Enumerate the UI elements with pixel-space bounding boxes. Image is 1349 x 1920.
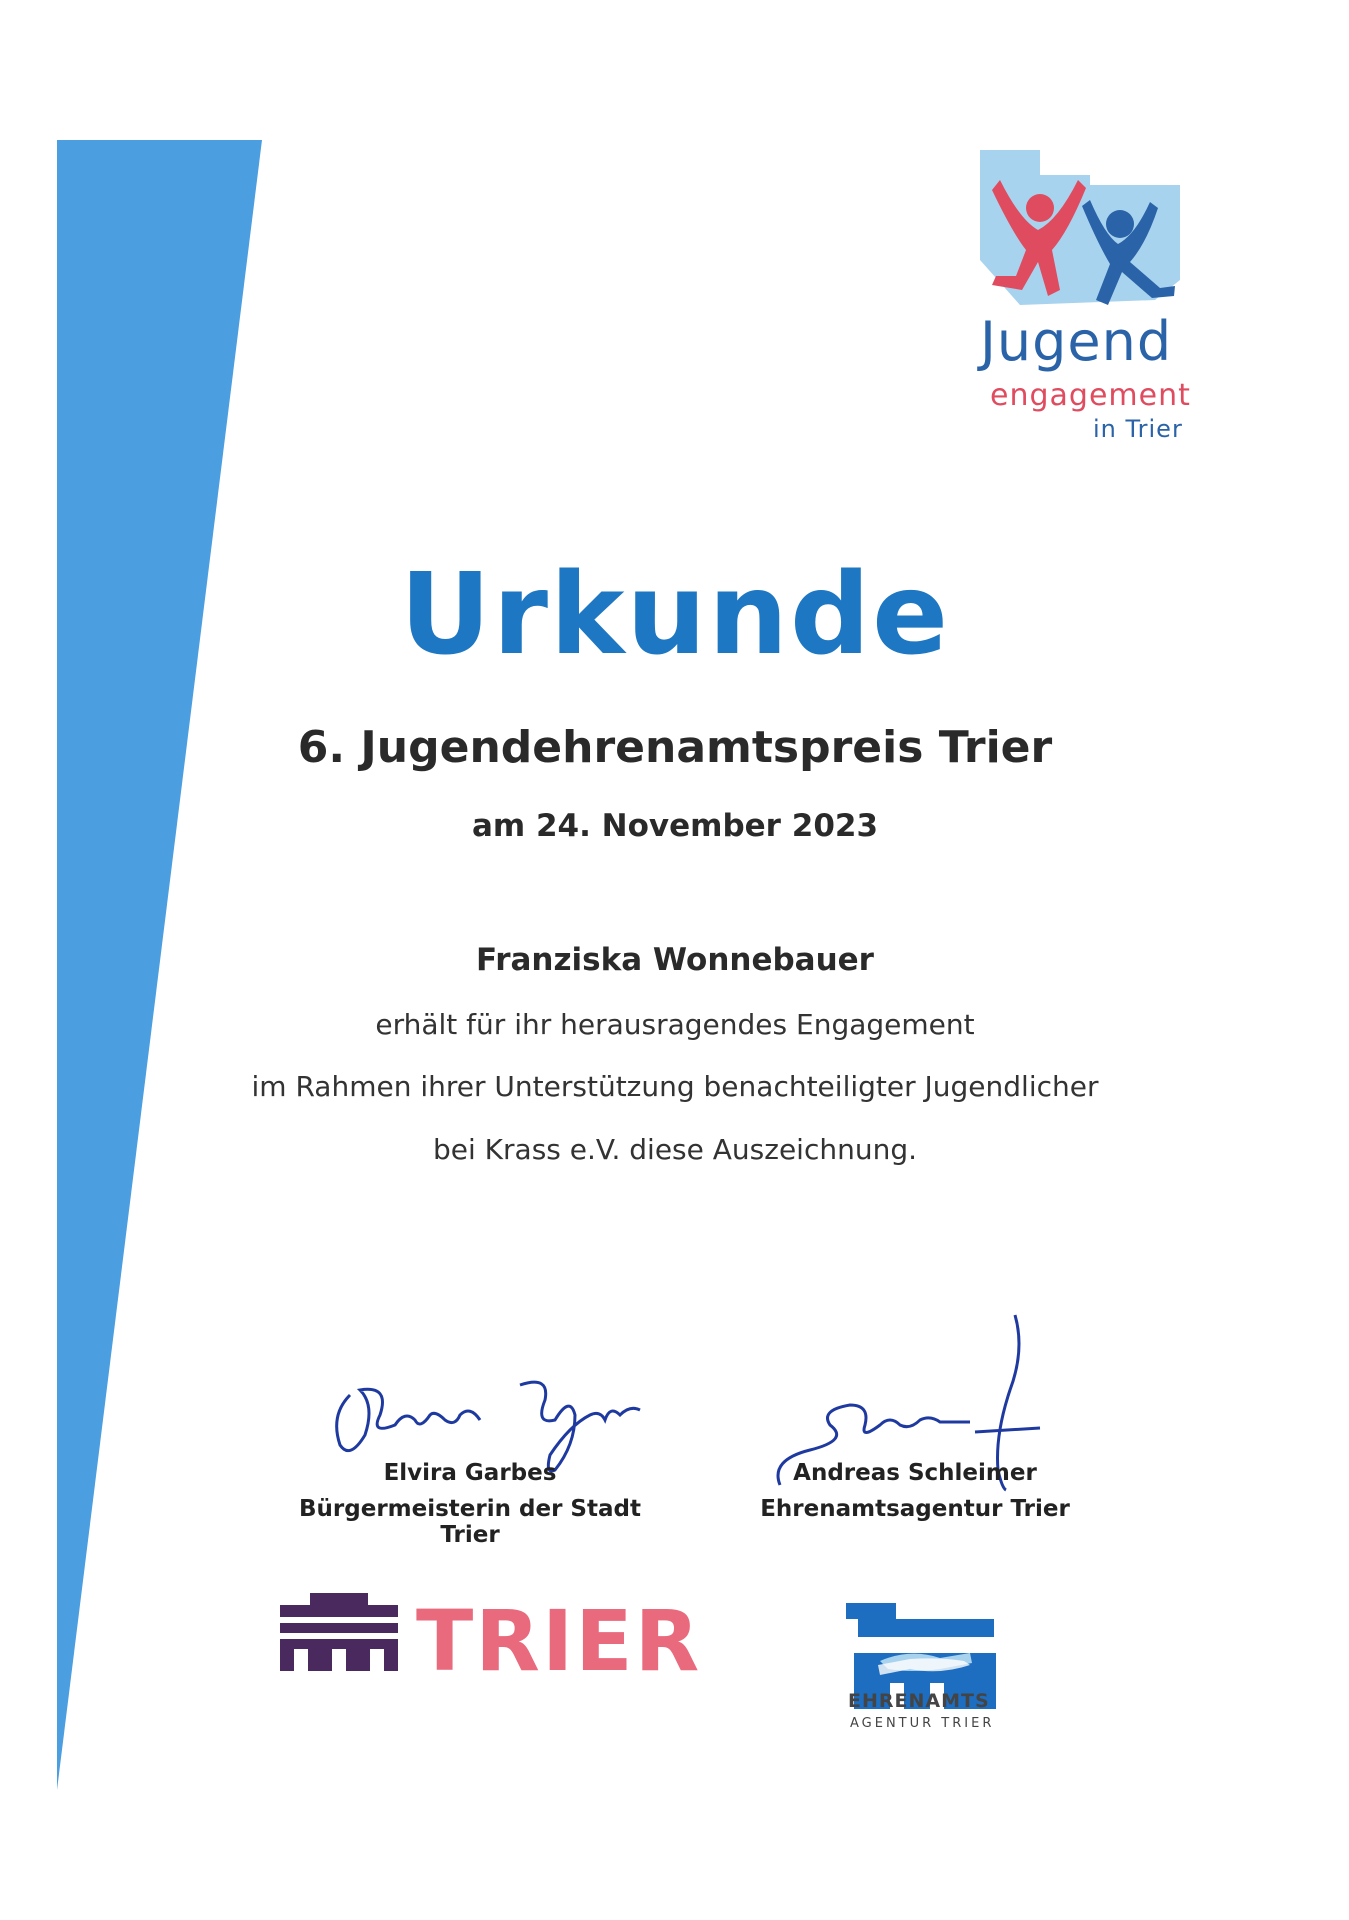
- hands-building-icon: [840, 1578, 1000, 1738]
- logo-text-engagement: engagement: [990, 378, 1191, 413]
- jugend-engagement-logo: [960, 140, 1210, 450]
- recipient-name: Franziska Wonnebauer: [476, 942, 874, 978]
- certificate-subtitle: 6. Jugendehrenamtspreis Trier: [297, 722, 1053, 773]
- signer-name-left: Elvira Garbes: [383, 1460, 557, 1486]
- signer-role-right: Ehrenamtsagentur Trier: [760, 1496, 1070, 1522]
- certificate-date: am 24. November 2023: [471, 808, 879, 844]
- ehrenamts-logo-text: EHRENAMTS: [848, 1690, 990, 1712]
- agentur-trier-logo-text: AGENTUR TRIER: [850, 1716, 995, 1731]
- certificate-title: Urkunde: [399, 550, 951, 680]
- jumping-figures-icon: [960, 140, 1210, 320]
- trier-building-icon: [280, 1593, 398, 1671]
- signature-block-left: [270, 1460, 670, 1548]
- logo-text-in-trier: in Trier: [1093, 415, 1183, 443]
- logo-text-jugend: Jugend: [980, 310, 1173, 373]
- trier-logo-text: TRIER: [416, 1592, 702, 1690]
- signer-role-left: Bürgermeisterin der Stadt Trier: [299, 1496, 641, 1548]
- signer-name-right: Andreas Schleimer: [793, 1460, 1037, 1486]
- certificate-text-line-1: erhält für ihr herausragendes Engagement: [375, 1008, 975, 1041]
- signature-block-right: [740, 1460, 1090, 1522]
- blue-wedge-stripe: [0, 0, 270, 1800]
- certificate-text-line-3: bei Krass e.V. diese Auszeichnung.: [433, 1133, 917, 1166]
- signature-left: [320, 1365, 680, 1475]
- certificate-text-line-2: im Rahmen ihrer Unterstützung benachteiligter Jugendlicher: [251, 1070, 1099, 1103]
